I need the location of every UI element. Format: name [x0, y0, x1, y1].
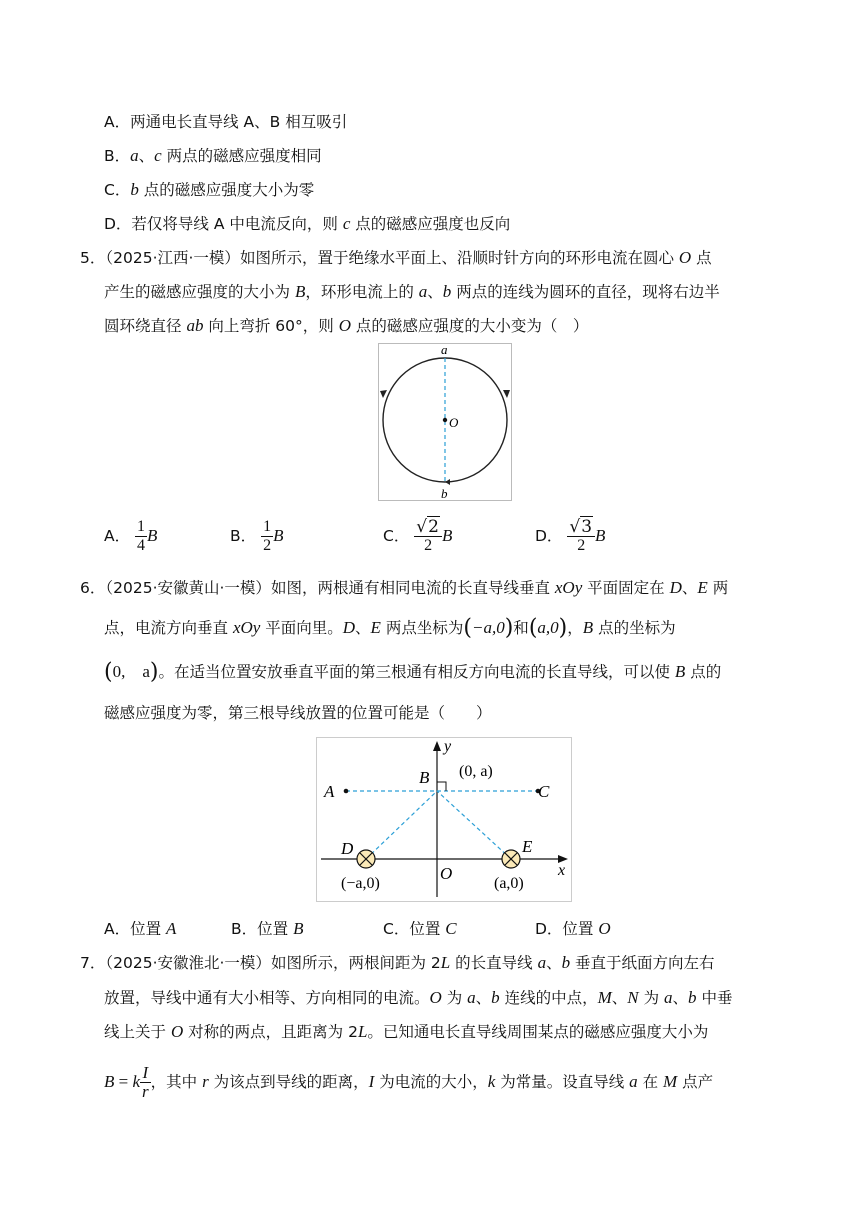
var-B: B — [294, 282, 306, 301]
var-E: E — [370, 618, 381, 637]
text: 、 — [427, 283, 443, 301]
text: 点的磁感应强度的大小变为（ ） — [350, 317, 589, 335]
var-N: N — [627, 988, 639, 1007]
var-k: k — [487, 1072, 496, 1091]
text: 如图，两根通有相同电流的长直导线垂直 — [270, 579, 555, 597]
denominator: 2 — [263, 537, 272, 554]
q7-line-1 — [80, 953, 715, 973]
var-O: O — [598, 919, 611, 938]
var-L: L — [357, 1022, 368, 1041]
text: 连线的中点， — [499, 989, 598, 1007]
var-a: a — [629, 1072, 638, 1091]
text: 的长直导线 — [450, 954, 538, 972]
text: 和 — [513, 619, 529, 637]
var-I: I — [368, 1072, 375, 1091]
denominator: 2 — [424, 537, 433, 554]
var-b: b — [491, 988, 500, 1007]
wire-D-cross-icon — [357, 850, 375, 868]
label-O: O — [449, 415, 459, 430]
text: 产生的磁感应强度的大小为 — [104, 283, 295, 301]
var-L: L — [440, 953, 451, 972]
option-label: A．位置 — [104, 920, 167, 938]
text: 平面向里。 — [260, 619, 343, 637]
text: 如图所示，置于绝缘水平面上、沿顺时针方向的环形电流在圆心 — [239, 249, 679, 267]
text: 如图所示，两根间距为 2 — [270, 954, 441, 972]
line-DB — [366, 791, 437, 859]
q6-option-a — [104, 919, 176, 939]
q6-coordinate-figure — [316, 737, 572, 902]
q6-line-1 — [80, 578, 728, 598]
text: 。在适当位置安放垂直平面的第三根通有相反方向电流的长直导线，可以使 — [158, 663, 675, 681]
q6-option-b — [231, 919, 303, 939]
numerator: I — [140, 1064, 151, 1083]
var-D: D — [669, 578, 682, 597]
question-number: 7． — [80, 954, 106, 972]
radicand: 2 — [428, 517, 439, 537]
wire-E-cross-icon — [502, 850, 520, 868]
var-A: A — [166, 919, 177, 938]
var-c: c — [154, 146, 162, 165]
var-O: O — [170, 1022, 184, 1041]
text: 圆环绕直径 — [104, 317, 187, 335]
text: 、 — [672, 989, 689, 1007]
q5-option-d — [535, 514, 605, 558]
point-A — [344, 789, 349, 794]
var-M: M — [663, 1072, 678, 1091]
numerator: √2 — [414, 518, 442, 537]
text: 为常量。设直导线 — [495, 1073, 630, 1091]
text: 点，电流方向垂直 — [104, 619, 233, 637]
var-b: b — [688, 988, 697, 1007]
q5-ring-figure — [378, 343, 512, 501]
question-number: 6． — [80, 579, 106, 597]
text: 、 — [475, 989, 492, 1007]
text: 两点坐标为 — [380, 619, 464, 637]
numerator: 1 — [137, 518, 146, 535]
text: 放置，导线中通有大小相等、方向相同的电流。 — [104, 989, 430, 1007]
var-a: a — [537, 953, 547, 972]
text: 为 — [441, 989, 468, 1007]
option-label: A． — [104, 527, 131, 545]
var-c: c — [342, 214, 351, 233]
text: 在 — [637, 1073, 664, 1091]
var-B: B — [293, 919, 304, 938]
text: 为 — [638, 989, 664, 1007]
option-label: C． — [383, 527, 410, 545]
q6-option-c — [383, 919, 457, 939]
label-a: a — [441, 343, 448, 357]
text: 点的坐标为 — [593, 619, 676, 637]
text: ， — [567, 619, 583, 637]
radicand: 3 — [581, 517, 593, 537]
text: ，环形电流上的 — [305, 283, 419, 301]
var-a: a — [467, 988, 476, 1007]
line-EB — [437, 791, 511, 859]
var-xOy: xOy — [554, 578, 583, 597]
text: 两点的磁感应强度相同 — [161, 147, 322, 165]
text: 点产 — [677, 1073, 714, 1091]
text: 点的磁感应强度大小为零 — [138, 181, 315, 199]
text: 点的磁感应强度也反向 — [350, 215, 511, 233]
text: 中垂 — [696, 989, 733, 1007]
q5-option-c — [383, 514, 452, 558]
fraction — [261, 518, 273, 555]
text: 。已知通电长直导线周围某点的磁感应强度大小为 — [367, 1023, 709, 1041]
text: 对称的两点，且距离为 2 — [183, 1023, 358, 1041]
label-D-coord: (−a,0) — [341, 875, 380, 892]
q7-line-2 — [104, 988, 732, 1008]
text: 线上关于 — [104, 1023, 171, 1041]
arrow-bottom-icon — [445, 479, 450, 485]
question-number: 5． — [80, 249, 106, 267]
question-source: （2025·安徽淮北·一模） — [105, 954, 271, 972]
var-D: D — [342, 618, 356, 637]
q5-line-3 — [104, 316, 588, 336]
question-source: （2025·江西·一模） — [105, 249, 240, 267]
label-D: D — [341, 839, 354, 858]
q4-option-d-label: D．若仅将导线 A 中电流反向，则 — [104, 215, 343, 233]
var-a: a — [418, 282, 428, 301]
denominator: r — [142, 1082, 149, 1101]
numerator: 1 — [263, 518, 272, 535]
var-b: b — [130, 180, 139, 199]
formula-k: k — [132, 1072, 141, 1091]
question-source: （2025·安徽黄山·一模） — [105, 579, 271, 597]
label-y: y — [444, 738, 452, 755]
text: 向上弯折 60°，则 — [203, 317, 339, 335]
var-B: B — [582, 618, 594, 637]
text: 两点的连线为圆环的直径，现将右边半 — [451, 283, 720, 301]
var-B: B — [441, 526, 453, 545]
label-O: O — [440, 864, 453, 883]
var-r: r — [202, 1072, 209, 1091]
var-b: b — [442, 282, 452, 301]
var-M: M — [597, 988, 612, 1007]
label-C: C — [538, 782, 550, 801]
formula-fraction — [140, 1064, 151, 1101]
var-a: a — [130, 146, 139, 165]
var-ab: ab — [186, 316, 204, 335]
arrow-left-icon — [380, 390, 387, 398]
formula-equals: = — [114, 1072, 133, 1091]
q4-option-c — [104, 180, 314, 200]
coord-E: a,0 — [537, 618, 559, 637]
label-E: E — [522, 837, 533, 856]
option-label: B．位置 — [231, 920, 294, 938]
option-label: D． — [535, 527, 563, 545]
var-B: B — [595, 526, 606, 545]
option-label: C．位置 — [383, 920, 446, 938]
var-B: B — [273, 526, 284, 545]
label-x: x — [558, 862, 566, 879]
text: 、 — [546, 954, 562, 972]
denominator: 4 — [137, 537, 146, 554]
text: 两 — [707, 579, 729, 597]
q7-line-3 — [104, 1022, 708, 1042]
q6-line-3: (0, a)。在适当位置安放垂直平面的第三根通有相反方向电流的长直导线，可以使 B 点的 — [104, 659, 722, 685]
var-E: E — [697, 578, 708, 597]
text: 、 — [138, 147, 155, 165]
var-O: O — [429, 988, 442, 1007]
q4-option-b — [104, 146, 322, 166]
text: 为电流的大小， — [374, 1073, 488, 1091]
var-C: C — [445, 919, 457, 938]
option-label: D．位置 — [535, 920, 599, 938]
q7-line-4 — [104, 1060, 713, 1104]
fraction — [135, 518, 147, 555]
var-B: B — [674, 662, 686, 681]
numerator: √3 — [567, 518, 595, 537]
q4-option-a: A．两通电长直导线 A、B 相互吸引 — [104, 113, 348, 131]
fraction — [414, 518, 442, 555]
text: 垂直于纸面方向左右 — [570, 954, 715, 972]
var-B: B — [147, 526, 158, 545]
q6-line-2: 点，电流方向垂直 xOy 平面向里。D、E 两点坐标为(−a,0)和(a,0)，B 点的坐标为 — [104, 615, 676, 641]
label-b: b — [441, 486, 448, 501]
text: 为该点到导线的距离， — [208, 1073, 369, 1091]
text: 、 — [355, 619, 371, 637]
formula-B: B — [104, 1072, 115, 1091]
text: 、 — [681, 579, 698, 597]
q6-option-d — [535, 919, 611, 939]
q6-line-4: 磁感应强度为零，第三根导线放置的位置可能是（ ） — [104, 704, 492, 722]
var-a: a — [664, 988, 673, 1007]
text: ，其中 — [150, 1073, 203, 1091]
label-B: B — [419, 768, 430, 787]
text: 、 — [611, 989, 628, 1007]
label-B-coord: (0, a) — [459, 763, 493, 780]
arrow-right-icon — [503, 390, 510, 398]
q5-line-1 — [80, 248, 712, 268]
fraction — [567, 518, 595, 555]
label-E-coord: (a,0) — [494, 875, 524, 892]
var-b: b — [561, 953, 571, 972]
var-O: O — [338, 316, 351, 335]
q4-option-d — [104, 214, 510, 234]
text: 点 — [691, 249, 712, 267]
q4-option-c-label: C． — [104, 181, 131, 199]
var-xOy: xOy — [232, 618, 261, 637]
coord-D: −a,0 — [471, 618, 505, 637]
right-angle-mark — [437, 782, 446, 791]
q5-option-a — [104, 514, 157, 558]
var-O: O — [678, 248, 692, 267]
coord-B: 0, a — [112, 662, 150, 681]
text: 点的 — [685, 663, 722, 681]
q5-option-b — [230, 514, 283, 558]
denominator: 2 — [577, 537, 586, 554]
option-label: B． — [230, 527, 257, 545]
y-axis-arrow-icon — [433, 741, 441, 751]
q4-option-b-label: B． — [104, 147, 131, 165]
text: 平面固定在 — [582, 579, 670, 597]
label-A: A — [324, 782, 335, 801]
q5-line-2 — [104, 282, 720, 302]
center-point — [443, 418, 447, 422]
